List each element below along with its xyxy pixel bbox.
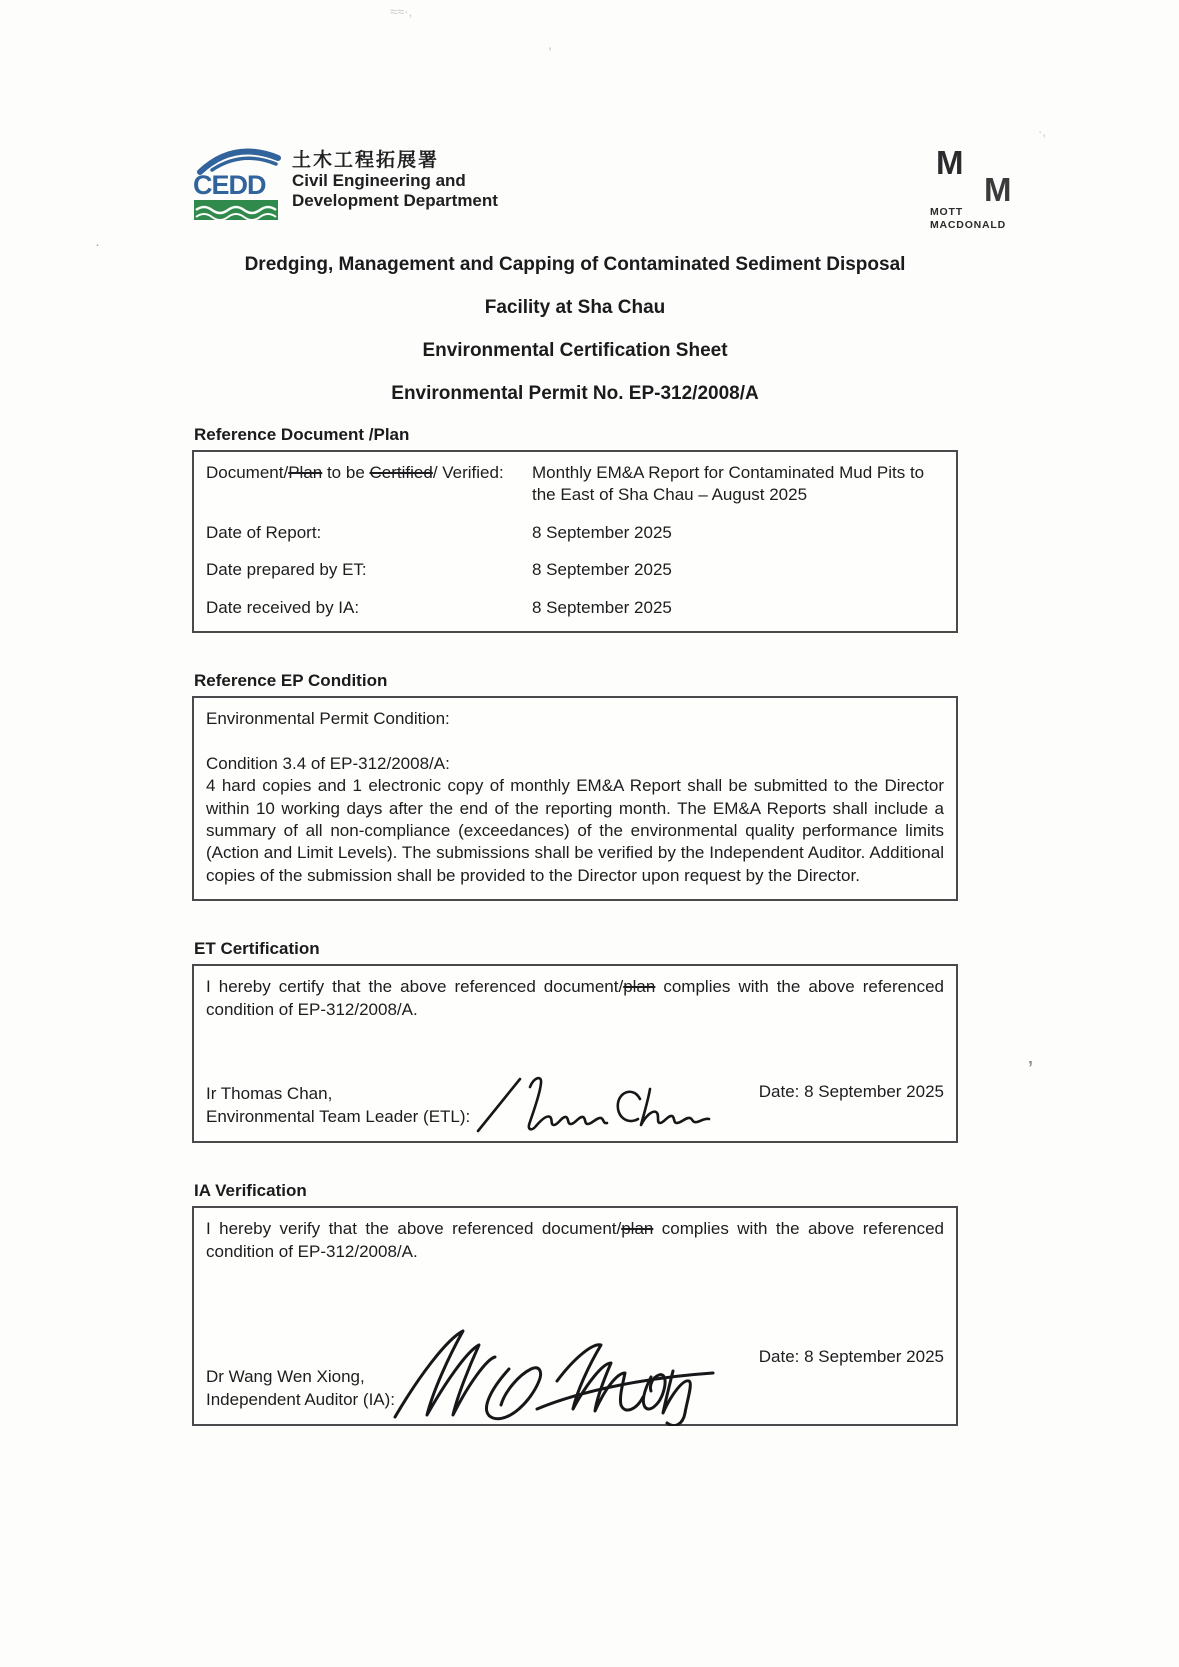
ia-verification-statement: I hereby verify that the above referenced document/plan complies with the above referenced condition of EP-312/2008/A. bbox=[206, 1219, 944, 1261]
et-certification-box bbox=[192, 964, 958, 1143]
title-line-1: Dredging, Management and Capping of Contaminated Sediment Disposal bbox=[244, 254, 906, 275]
et-signer bbox=[206, 1083, 470, 1129]
doc-to-be-certified-value: Monthly EM&A Report for Contaminated Mud Pits to the East of Sha Chau – August 2025 bbox=[532, 463, 925, 505]
spacer bbox=[206, 731, 944, 753]
cedd-name-chinese: 土木工程拓展署 bbox=[292, 149, 440, 171]
ep-condition-title: Condition 3.4 of EP-312/2008/A: bbox=[206, 753, 450, 773]
ia-signer bbox=[206, 1366, 395, 1412]
et-signature-icon bbox=[474, 1073, 724, 1137]
ia-signature-row bbox=[206, 1321, 944, 1412]
scan-artifact: ·, bbox=[1038, 124, 1046, 139]
ia-signature-icon bbox=[389, 1321, 719, 1426]
mott-wordmark-line1: MOTT bbox=[930, 206, 963, 218]
ia-verification-heading: IA Verification bbox=[194, 1181, 307, 1201]
section-ia-verification bbox=[192, 1181, 958, 1426]
et-signer-name: Ir Thomas Chan, bbox=[206, 1084, 333, 1104]
section-et-certification bbox=[192, 939, 958, 1143]
cedd-name-english-line2: Development Department bbox=[292, 190, 498, 210]
section-reference-ep-condition bbox=[192, 671, 958, 901]
ia-signer-name: Dr Wang Wen Xiong, bbox=[206, 1367, 365, 1387]
struck-word-plan: Plan bbox=[288, 463, 323, 482]
struck-word-plan: plan bbox=[621, 1219, 654, 1239]
scan-artifact: ’ bbox=[1028, 1058, 1034, 1078]
et-certification-statement: I hereby certify that the above referenced document/plan complies with the above referenced condition of EP-312/2008/A. bbox=[206, 977, 944, 1019]
scan-artifact: , bbox=[548, 36, 552, 52]
et-certification-heading: ET Certification bbox=[194, 939, 320, 959]
reference-document-table bbox=[206, 462, 944, 619]
section-reference-document bbox=[192, 425, 958, 633]
date-of-report-label: Date of Report: bbox=[206, 522, 322, 542]
doc-to-be-certified-label: Document/Plan to be Certified/ Verified: bbox=[206, 463, 504, 482]
date-prepared-by-et-value: 8 September 2025 bbox=[532, 560, 672, 580]
title-line-4: Environmental Permit No. EP-312/2008/A bbox=[391, 383, 759, 404]
struck-word-certified: Certified bbox=[369, 463, 433, 482]
cedd-acronym: CEDD bbox=[193, 170, 266, 200]
et-signature-row bbox=[206, 1073, 944, 1129]
ep-condition-intro: Environmental Permit Condition: bbox=[206, 709, 450, 729]
reference-document-box bbox=[192, 450, 958, 633]
reference-ep-condition-heading: Reference EP Condition bbox=[194, 671, 388, 691]
ep-condition-body: 4 hard copies and 1 electronic copy of monthly EM&A Report shall be submitted to the Director within 10 working days after the end of the reporting month. The EM&A Reports shall include a summary of all non-compliance (exceedances) of the environmental quality performance limits (Action and Limit Levels). The submissions shall be verified by the Independent Auditor. Additional copies of the submission shall be provided to the Director upon request by the Director. bbox=[206, 776, 944, 885]
ia-signer-role: Independent Auditor (IA): bbox=[206, 1390, 396, 1410]
date-of-report-value: 8 September 2025 bbox=[532, 522, 672, 542]
et-signer-role: Environmental Team Leader (ETL): bbox=[206, 1107, 471, 1127]
document-title-block bbox=[192, 0, 958, 415]
ia-date: Date: 8 September 2025 bbox=[758, 1347, 944, 1367]
scan-artifact: · bbox=[95, 236, 100, 253]
reference-ep-condition-box bbox=[192, 696, 958, 901]
title-line-2: Facility at Sha Chau bbox=[484, 297, 666, 318]
mott-monogram-icon: M bbox=[936, 144, 964, 181]
spacer bbox=[206, 1021, 944, 1073]
title-line-3: Environmental Certification Sheet bbox=[422, 340, 728, 361]
mott-monogram-ghost-icon: M bbox=[984, 171, 1012, 208]
struck-word-plan: plan bbox=[623, 977, 656, 997]
document-body bbox=[192, 0, 958, 1426]
reference-document-heading: Reference Document /Plan bbox=[194, 425, 410, 444]
date-received-by-ia-label: Date received by IA: bbox=[206, 597, 360, 617]
mott-wordmark-line2: MACDONALD bbox=[930, 219, 1007, 232]
cedd-name-english-line1: Civil Engineering and bbox=[292, 171, 466, 191]
scan-artifact: ≈≈·, bbox=[390, 4, 413, 19]
date-received-by-ia-value: 8 September 2025 bbox=[532, 597, 672, 617]
spacer bbox=[206, 1263, 944, 1321]
date-prepared-by-et-label: Date prepared by ET: bbox=[206, 560, 367, 580]
ia-verification-box bbox=[192, 1206, 958, 1426]
et-date: Date: 8 September 2025 bbox=[758, 1081, 944, 1101]
